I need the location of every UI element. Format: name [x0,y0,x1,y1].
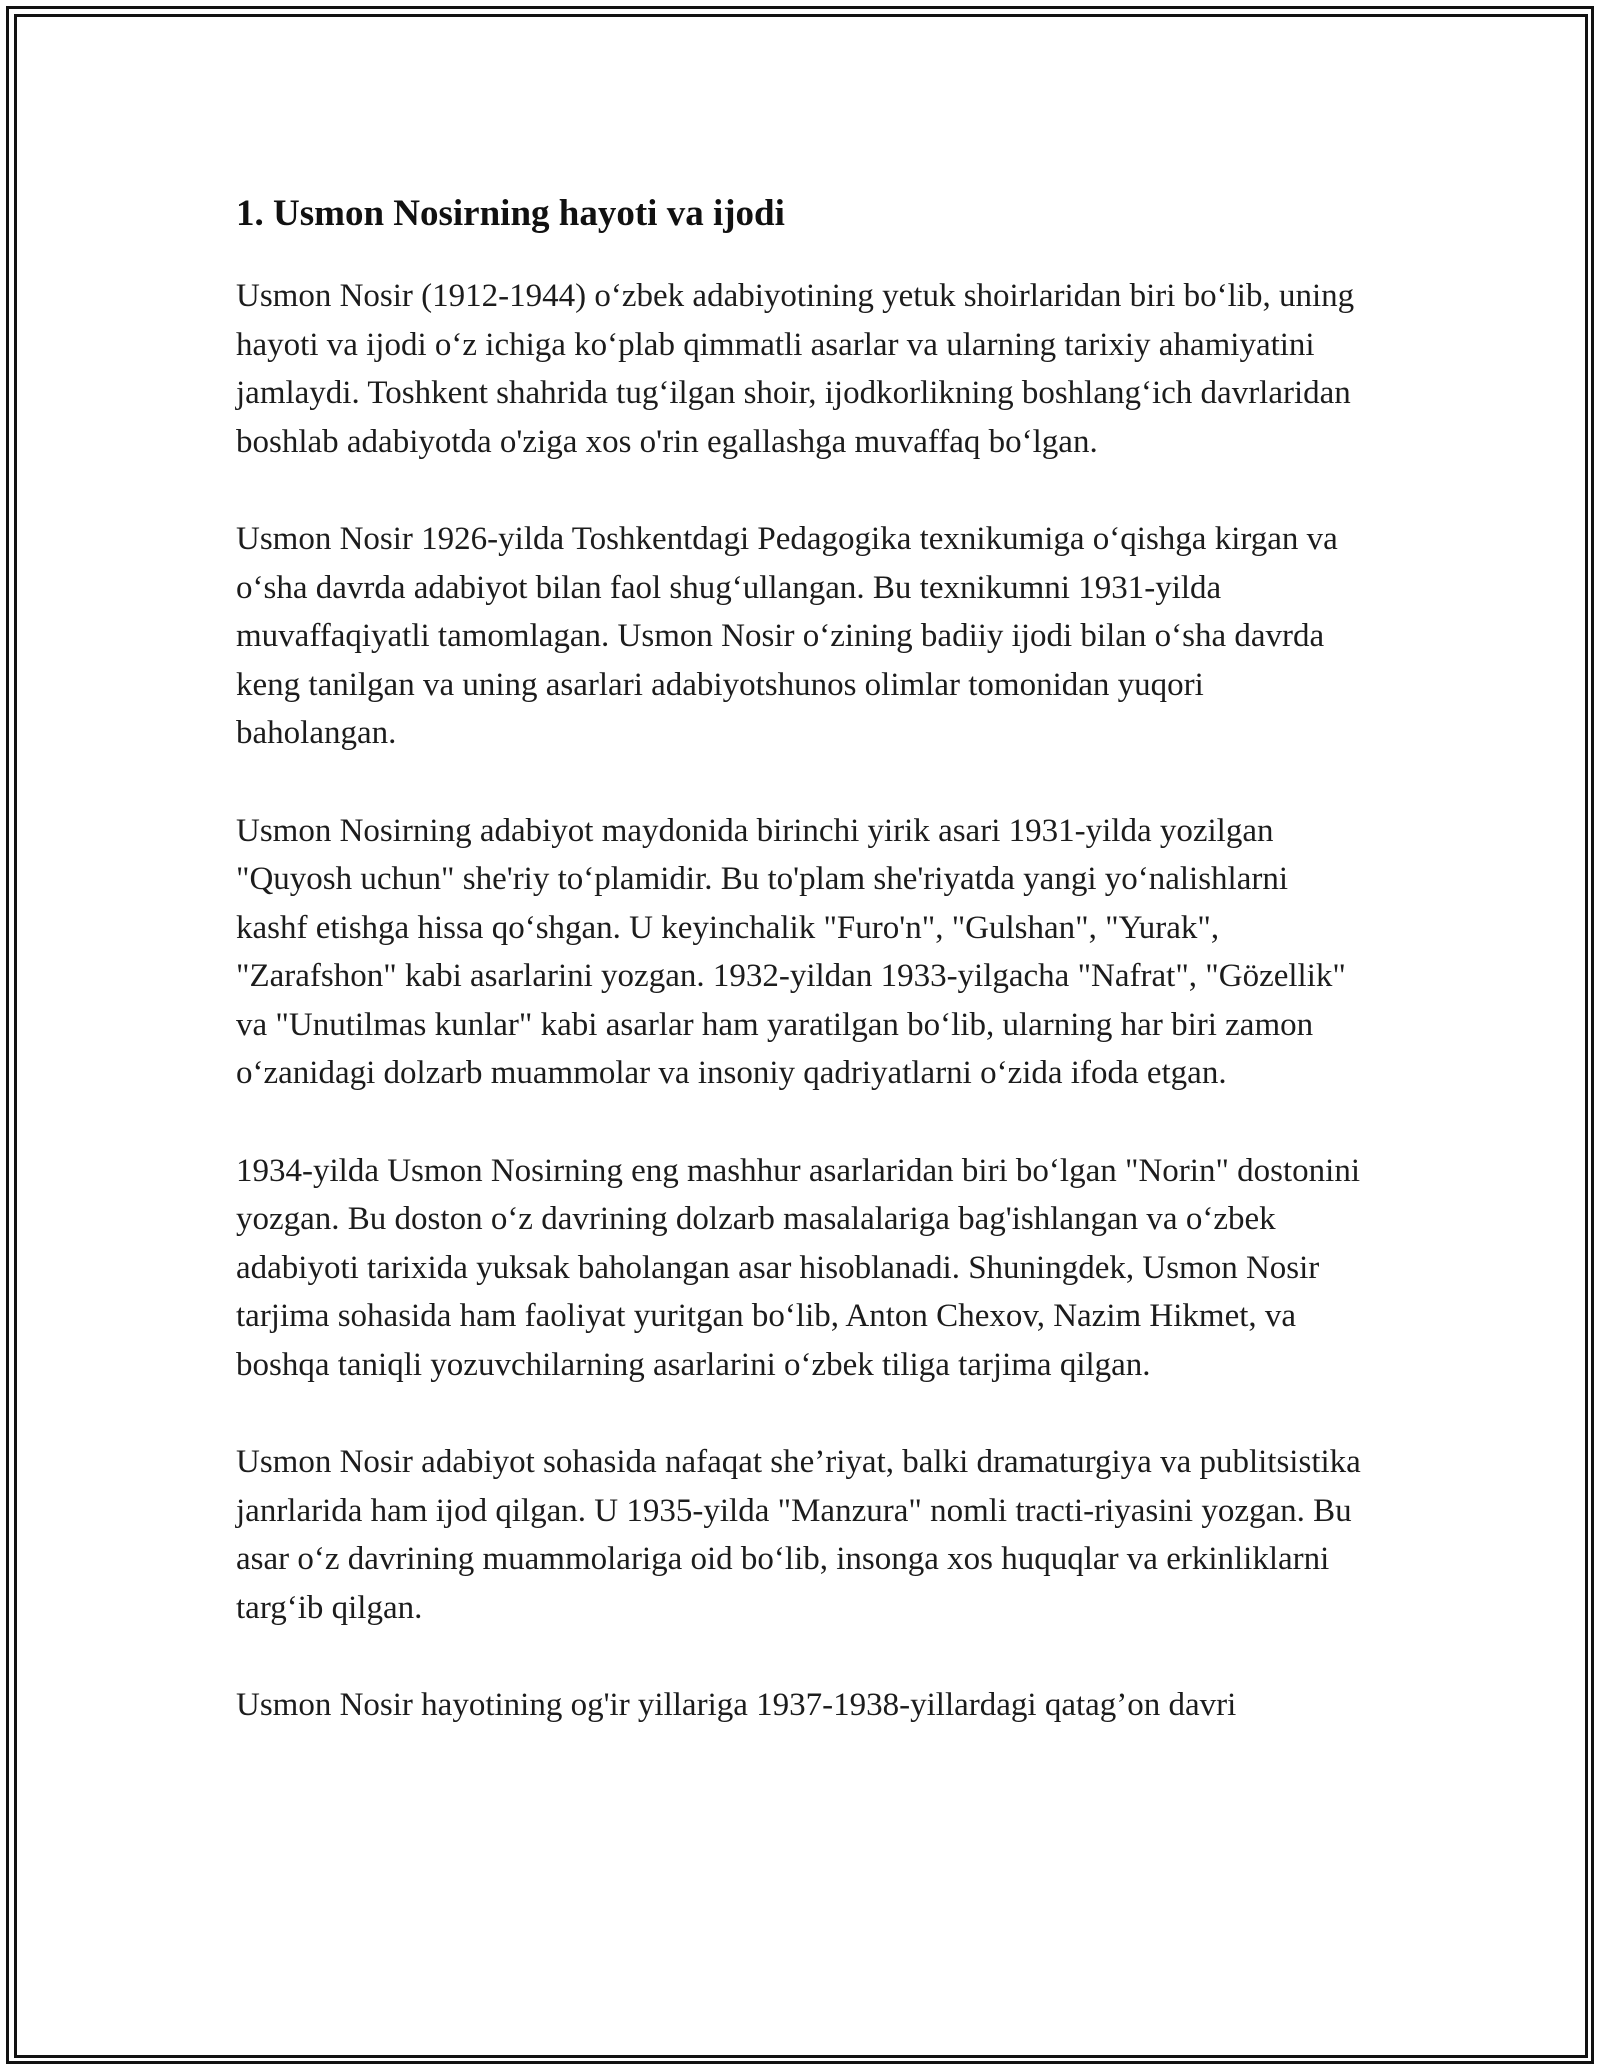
paragraph-repression: Usmon Nosir hayotining og'ir yillariga 1937-1938-yillardagi qatag’on davri [236,1687,1237,1723]
paragraph-education: Usmon Nosir 1926-yilda Toshkentdagi Pedagogika texnikumiga oʻqishga kirgan va oʻsha davrda adabiyot bilan faol shugʻullangan. Bu texnikumni 1931-yilda muvaffaqiyatli tamomlagan. Usmon Nosir oʻzining badiiy ijodi bilan oʻsha davrda keng tanilgan va uning asarlari adabiyotshunos olimlar tomonidan yuqori baholangan. [236,521,1338,751]
paragraph-intro: Usmon Nosir (1912-1944) oʻzbek adabiyotining yetuk shoirlaridan biri boʻlib, uning hayoti va ijodi oʻz ichiga koʻplab qimmatli asarlar va ularning tarixiy ahamiyatini jamlaydi. Toshkent shahrida tugʻilgan shoir, ijodkorlikning boshlangʻich davrlaridan boshlab adabiyotda o'ziga xos o'rin egallashga muvaffaq boʻlgan. [236,278,1355,460]
document-body [236,186,1366,1779]
paragraph-first-works: Usmon Nosirning adabiyot maydonida birinchi yirik asari 1931-yilda yozilgan "Quyosh uchun" she'riy toʻplamidir. Bu to'plam she'riyatda yangi yoʻnalishlarni kashf etishga hissa qoʻshgan. U keyinchalik "Furo'n", "Gulshan", "Yurak", "Zarafshon" kabi asarlarini yozgan. 1932-yildan 1933-yilgacha "Nafrat", "Gözellik" va "Unutilmas kunlar" kabi asarlar ham yaratilgan boʻlib, ularning har biri zamon oʻzanidagi dolzarb muammolar va insoniy qadriyatlarni oʻzida ifoda etgan. [236,812,1346,1091]
paragraph-drama-publicism: Usmon Nosir adabiyot sohasida nafaqat she’riyat, balki dramaturgiya va publitsistika janrlarida ham ijod qilgan. U 1935-yilda "Manzura" nomli tracti-riyasini yozgan. Bu asar oʻz davrining muammolariga oid boʻlib, insonga xos huquqlar va erkinliklarni targʻib qilgan. [236,1444,1361,1626]
section-heading: 1. Usmon Nosirning hayoti va ijodi [236,193,785,234]
paragraph-norin-translations: 1934-yilda Usmon Nosirning eng mashhur asarlaridan biri boʻlgan "Norin" dostonini yozgan. Bu doston oʻz davrining dolzarb masalalariga bag'ishlangan va oʻzbek adabiyoti tarixida yuksak baholangan asar hisoblanadi. Shuningdek, Usmon Nosir tarjima sohasida ham faoliyat yuritgan boʻlib, Anton Chexov, Nazim Hikmet, va boshqa taniqli yozuvchilarning asarlarini oʻzbek tiliga tarjima qilgan. [236,1152,1361,1383]
